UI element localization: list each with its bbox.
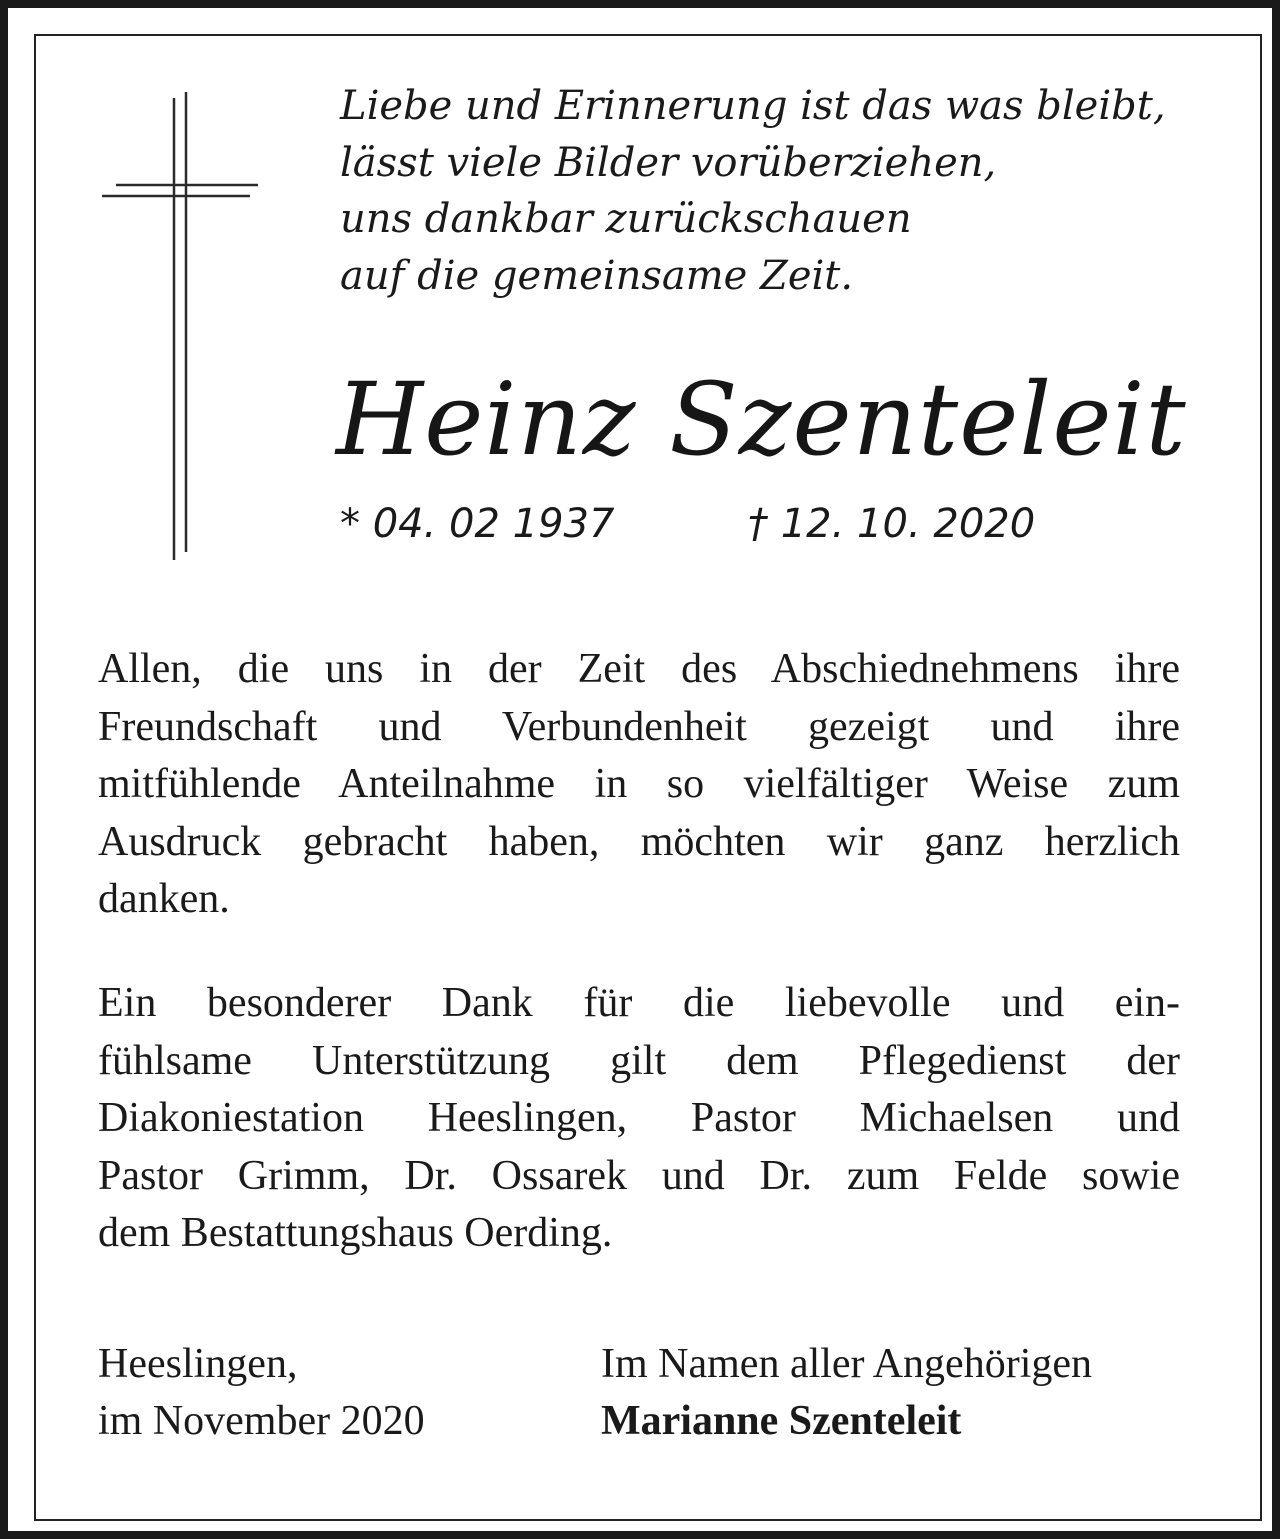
thanks-paragraph xyxy=(98,641,1180,929)
paragraph-line: Ausdruck gebracht haben, möchten wir ganz herzlich xyxy=(98,818,1180,865)
special-thanks-paragraph xyxy=(98,975,1180,1263)
poem-line: auf die gemeinsame Zeit. xyxy=(340,252,854,299)
deceased-name: Heinz Szenteleit xyxy=(336,361,1187,478)
paragraph-line: dem Bestattungshaus Oerding. xyxy=(98,1210,613,1256)
paragraph-line: Ein besonderer Dank für die liebevolle und ein- xyxy=(98,980,1180,1026)
place-and-date xyxy=(98,1336,425,1450)
paragraph-line: mitfühlende Anteilnahme in so vielfältiger Weise zum xyxy=(98,761,1180,807)
signature-block xyxy=(601,1336,1092,1450)
paragraph-line: Pastor Grimm, Dr. Ossarek und Dr. zum Felde sowie xyxy=(98,1152,1180,1199)
paragraph-line: Freundschaft und Verbundenheit gezeigt und ihre xyxy=(98,703,1180,750)
place: Heeslingen, xyxy=(98,1341,298,1387)
cross-icon xyxy=(0,0,300,580)
paragraph-line: danken. xyxy=(98,876,230,922)
birth-date: * 04. 02 1937 xyxy=(340,501,615,547)
paragraph-line: Allen, die uns in der Zeit des Abschiednehmens ihre xyxy=(98,646,1180,692)
paragraph-line: fühlsame Unterstützung gilt dem Pflegedienst der xyxy=(98,1037,1180,1084)
poem xyxy=(340,78,1200,304)
paragraph-line: Diakoniestation Heeslingen, Pastor Michaelsen und xyxy=(98,1095,1180,1141)
death-date: † 12. 10. 2020 xyxy=(748,501,1036,547)
family-line: Im Namen aller Angehörigen xyxy=(601,1341,1092,1387)
poem-line: lässt viele Bilder vorüberziehen, xyxy=(340,139,997,186)
poem-line: uns dankbar zurückschauen xyxy=(340,196,912,242)
poem-line: Liebe und Erinnerung ist das was bleibt, xyxy=(340,83,1166,129)
notice-date: im November 2020 xyxy=(98,1398,425,1444)
signer-name: Marianne Szenteleit xyxy=(601,1398,962,1444)
